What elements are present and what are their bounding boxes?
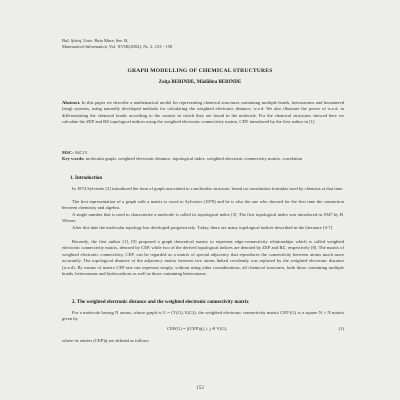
keywords-text: molecular graph, weighted electronic distance, topological index, weighted electronic connectivity matrix, correlation [85,156,303,162]
equation-1-body: CEP(G) = [(CEP)ij], i, j ∈ V(G), [167,326,228,331]
msc-label: MSC: [62,150,74,155]
abstract-text: In this paper we describe a mathematical model for representing chemical structures containing multiple bonds, heteroatoms and hexamered (ring) systems, using naturally developed methods for calculating the weighted electronic distance, w.e.d. We also illustrate the power of w.e.d. in differentiating the chemical bonds according to the context in which they are found in the molecule. For the chemical structures showed here we calculate the ZEP and RZ topological indices using the weighted electronic connectivity matrix, CEP, introduced by the first author in [1]. [62,100,344,125]
journal-header-line-2: Matematică-Informatică, Vol. XVIII(2002), Nr. 2, 153 - 158 [62,44,173,49]
section-1-paragraph-3: A single number that is used to characterize a molecule is called its topological index [3]. The first topological index was introduced in 1947 by H. Wiener. [62,212,344,224]
msc-value: 94C15 [74,150,88,155]
paper-authors: Zoiţa BERINDE, Mădălina BERINDE [158,80,242,85]
paper-title: GRAPH MODELLING OF CHEMICAL STRUCTURES [127,68,273,74]
equation-1-number: (1) [338,326,344,331]
section-1-paragraph-1: In 1874 Sylvester [2] introduced the term of graph associated to a molecular structure, based on constitution formulas used by chemists at that time. [72,186,344,191]
section-1-heading: 1. Introduction [70,176,103,181]
section-2-heading: 2. The weighted electronic distance and the weighted electronic connectivity matrix [72,300,249,305]
journal-header-line-1: Bul. Ştiinţ. Univ. Baia Mare, Ser. B, [62,38,129,43]
msc-block [62,150,344,163]
section-1-paragraph-4: After this date the molecular topology has developed progressively. Today, there are many topological indices described in the literature [4-7]. [72,225,334,230]
section-2-paragraph-2: where its entries (CEP)ij are defined as follows [62,338,149,343]
section-2-paragraph-1: For a molecule having N atoms, whose graph is G = (V(G), E(G)), the weighted electronic connectivity matrix CEP (G) is a square N × N matrix given by [62,310,344,322]
page-number: 153 [196,386,204,391]
section-1-paragraph-5: Recently, the first author [1], [9] proposed a graph theoretical matrix to represent edge-connectivity relationships which is called weighted electronic connectivity matrix, denoted by CEP, while two of the derived topological indices are denoted by ZEP and RZ, respectively [8]. The matrix of weighted electronic connectivity, CEP, can be regarded as a matrix of special adjacency that reproduces the connectivity between atoms much more accurately. The topological distance of the adjacency matrix between two atoms linked covalently was replaced by the weighted electronic distance (w.e.d). By means of matrix CEP one can represent simply, without using other considerations, all chemical structures, both those containing multiple bonds, heteroatoms and hydrocarbons as well as those containing heteroatoms. [62,239,344,277]
section-1-paragraph-2: The first representation of a graph with a matrix is owed to Sylvester (1878) and he is also the one who showed for the first time the connection between chemistry and algebra. [62,199,344,211]
keywords-line [62,156,344,162]
abstract [62,100,344,126]
abstract-label: Abstract. [62,100,81,105]
keywords-label: Key words: [62,156,85,162]
journal-header [62,38,172,50]
